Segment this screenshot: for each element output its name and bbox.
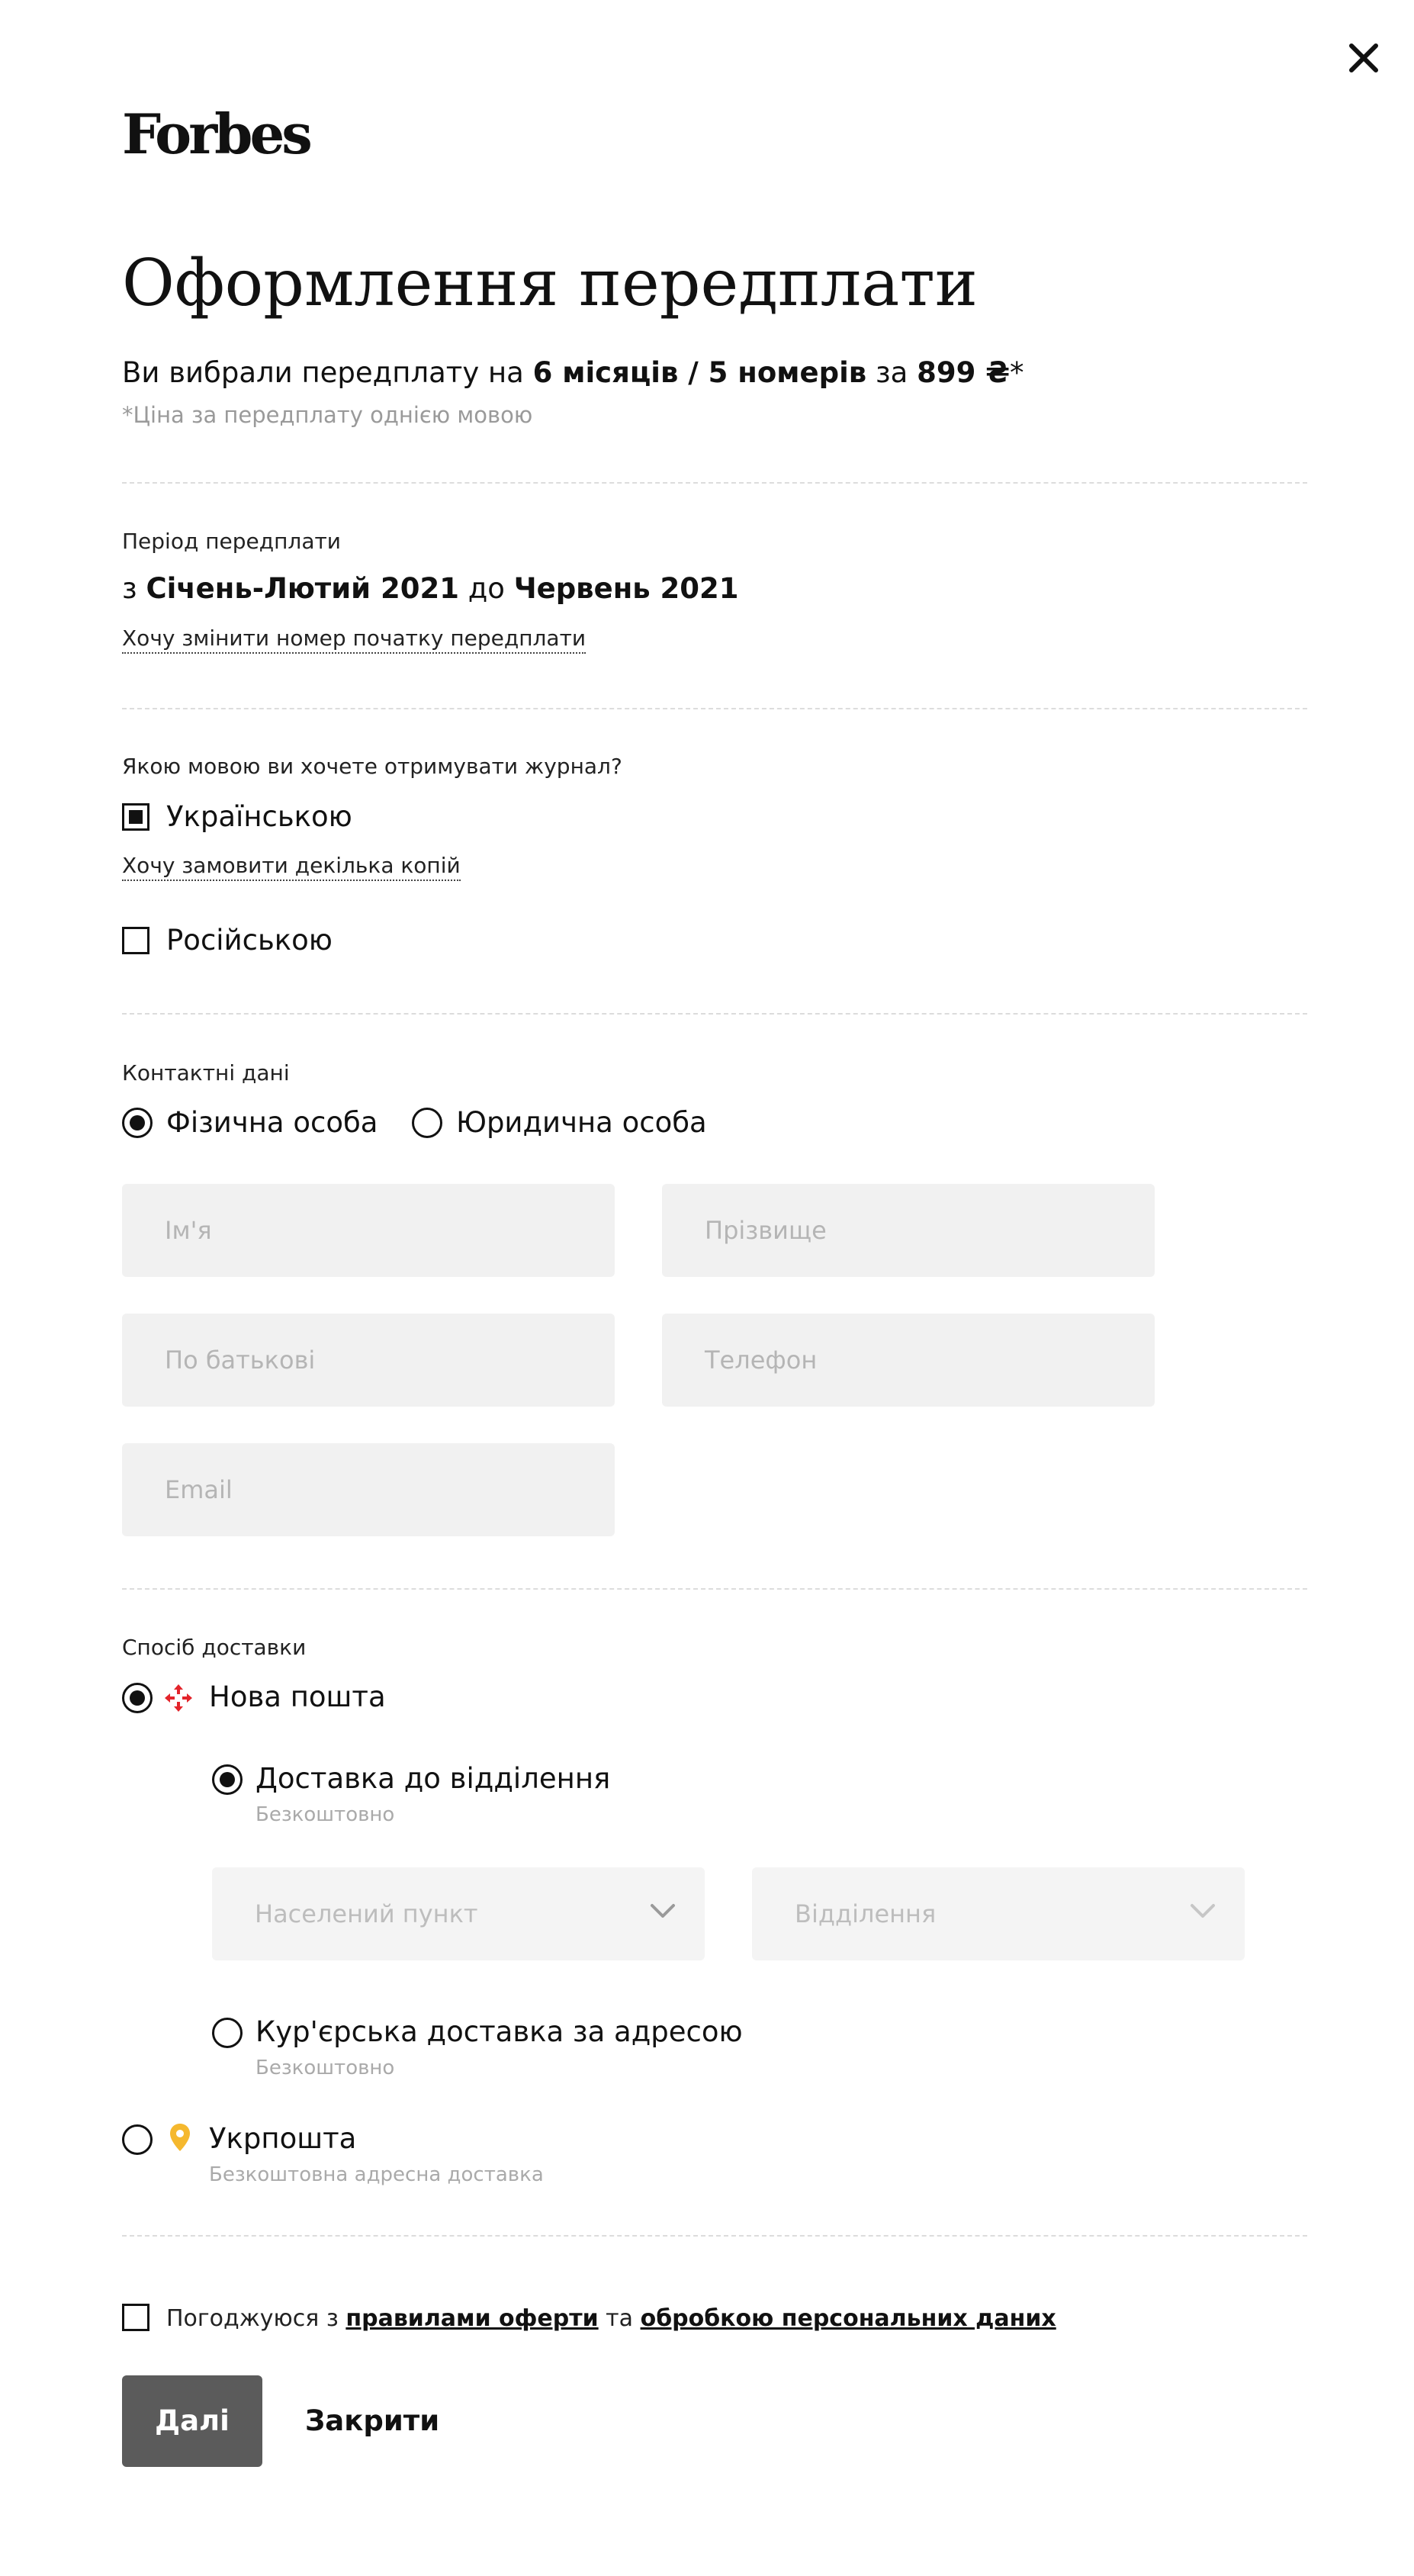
agreement-text <box>166 2305 1056 2332</box>
close-button[interactable] <box>1344 38 1383 78</box>
individual-label[interactable]: Фізична особа <box>166 1106 378 1139</box>
language-question: Якою мовою ви хочете отримувати журнал? <box>122 754 622 779</box>
forbes-logo[interactable]: Forbes <box>122 101 310 166</box>
close-form-button[interactable]: Закрити <box>305 2404 440 2437</box>
contacts-label: Контактні дані <box>122 1060 290 1085</box>
courier-delivery-label[interactable]: Кур'єрська доставка за адресою <box>255 2015 743 2048</box>
summary-plan: 6 місяців / 5 номерів <box>532 356 867 389</box>
order-multiple-copies-link[interactable]: Хочу замовити декілька копій <box>122 853 461 881</box>
city-select[interactable] <box>212 1867 705 1960</box>
agreement-prefix: Погоджуюся з <box>166 2305 346 2332</box>
summary-suffix: * <box>1010 356 1024 389</box>
agreement-checkbox[interactable] <box>122 2304 149 2331</box>
courier-delivery-note: Безкоштовно <box>255 2057 395 2079</box>
period-range <box>122 572 739 605</box>
branch-delivery-radio[interactable] <box>212 1764 243 1795</box>
divider <box>122 482 1307 484</box>
nova-poshta-radio[interactable] <box>122 1683 153 1713</box>
branch-select-value: Відділення <box>795 1899 937 1928</box>
page-title: Оформлення передплати <box>122 246 978 320</box>
patronymic-field[interactable]: По батькові <box>122 1314 615 1407</box>
courier-delivery-radio[interactable] <box>212 2018 243 2048</box>
nova-poshta-icon <box>163 1683 194 1713</box>
email-field[interactable]: Email <box>122 1443 615 1536</box>
period-label: Період передплати <box>122 529 341 554</box>
branch-select[interactable] <box>752 1867 1245 1960</box>
subscription-summary <box>122 355 1024 391</box>
chevron-down-icon <box>650 1902 676 1919</box>
next-button[interactable]: Далі <box>122 2375 262 2467</box>
first-name-field[interactable]: Ім'я <box>122 1184 615 1277</box>
branch-delivery-note: Безкоштовно <box>255 1803 395 1826</box>
divider <box>122 708 1307 709</box>
divider <box>122 1588 1307 1590</box>
ukrposhta-note: Безкоштовна адресна доставка <box>209 2163 544 2186</box>
ukrainian-label[interactable]: Українською <box>166 800 352 833</box>
price-note: *Ціна за передплату однією мовою <box>122 402 533 428</box>
ukrainian-checkbox[interactable] <box>122 803 149 831</box>
agreement-middle: та <box>598 2305 641 2332</box>
delivery-label: Спосіб доставки <box>122 1635 307 1660</box>
branch-delivery-label[interactable]: Доставка до відділення <box>255 1762 611 1795</box>
period-from: Січень-Лютий 2021 <box>146 572 459 605</box>
ukrposhta-label[interactable]: Укрпошта <box>209 2122 357 2155</box>
offer-rules-link[interactable]: правилами оферти <box>345 2305 599 2332</box>
personal-data-link[interactable]: обробкою персональних даних <box>640 2305 1056 2332</box>
last-name-field[interactable]: Прізвище <box>662 1184 1155 1277</box>
nova-poshta-label[interactable]: Нова пошта <box>209 1680 386 1713</box>
city-select-value: Населений пункт <box>255 1899 478 1928</box>
divider <box>122 2235 1307 2237</box>
summary-middle: за <box>866 356 917 389</box>
phone-field[interactable]: Телефон <box>662 1314 1155 1407</box>
ukrposhta-radio[interactable] <box>122 2124 153 2155</box>
russian-label[interactable]: Російською <box>166 924 333 957</box>
period-to: Червень 2021 <box>513 572 739 605</box>
individual-radio[interactable] <box>122 1108 153 1138</box>
close-icon <box>1344 38 1383 78</box>
period-from-word: з <box>122 572 146 605</box>
company-label[interactable]: Юридична особа <box>456 1106 707 1139</box>
chevron-down-icon <box>1190 1902 1216 1919</box>
ukrposhta-pin-icon <box>168 2122 192 2154</box>
company-radio[interactable] <box>412 1108 442 1138</box>
change-start-issue-link[interactable]: Хочу змінити номер початку передплати <box>122 626 586 654</box>
divider <box>122 1013 1307 1015</box>
summary-prefix: Ви вибрали передплату на <box>122 356 533 389</box>
summary-price: 899 ₴ <box>917 356 1010 389</box>
russian-checkbox[interactable] <box>122 927 149 954</box>
period-to-word: до <box>458 572 514 605</box>
